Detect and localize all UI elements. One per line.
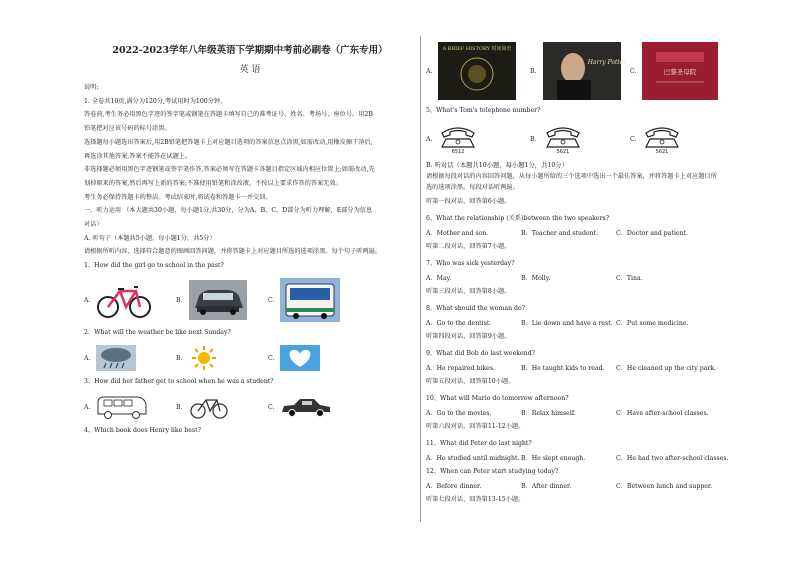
option-b[interactable]: B．Teacher and student. bbox=[521, 229, 599, 237]
heart-cloud-image bbox=[280, 345, 320, 371]
telephone-image bbox=[642, 123, 682, 155]
option-c[interactable]: C. bbox=[268, 396, 360, 418]
bicycle-image bbox=[96, 281, 152, 319]
bicycle-image bbox=[189, 394, 229, 420]
option-a[interactable]: A．Go to the movies. bbox=[426, 409, 492, 417]
option-c[interactable]: C. bbox=[268, 345, 360, 371]
rain-cloud-image bbox=[96, 345, 136, 371]
question-7-options bbox=[426, 274, 761, 283]
option-c[interactable]: C．Put some medicine. bbox=[616, 319, 689, 327]
listening-hint: 听第二段对话，回答第7小题。 bbox=[426, 242, 511, 250]
harry-potter-cover-title: Harry Potter bbox=[587, 59, 626, 66]
listening-hint: 听第六段对话，回答第11-12小题。 bbox=[426, 422, 525, 430]
question-12: 12、When can Peter start studying today? bbox=[426, 467, 559, 475]
listening-hint: 听第三段对话，回答第8小题。 bbox=[426, 287, 511, 295]
subject-label: 英 语 bbox=[239, 65, 261, 75]
option-c[interactable]: C．Tina. bbox=[616, 274, 643, 282]
question-10: 10、What will Mario do tomorrow afternoon? bbox=[426, 394, 569, 402]
option-b[interactable]: B．Relax himself. bbox=[521, 409, 576, 417]
option-a[interactable]: A. A BRIEF HISTORY 时间简史 bbox=[426, 42, 530, 100]
option-a[interactable]: A. bbox=[84, 345, 176, 371]
option-a[interactable]: A．May. bbox=[426, 274, 452, 282]
bus-image bbox=[280, 278, 340, 322]
option-c[interactable]: C．Have after-school classes. bbox=[616, 409, 709, 417]
option-b[interactable]: B. Harry Potter bbox=[530, 42, 630, 100]
instruction-line: 铅笔把对应该号码的标号涂黑。 bbox=[84, 125, 171, 133]
question-3-options bbox=[84, 392, 416, 422]
telephone-image bbox=[543, 123, 583, 155]
option-c[interactable]: C．Doctor and patient. bbox=[616, 229, 689, 237]
question-1-options bbox=[84, 276, 416, 324]
listening-hint: 听第一段对话，回答第6小题。 bbox=[426, 197, 511, 205]
option-a[interactable]: A．Go to the dentist. bbox=[426, 319, 492, 327]
part1-heading-cont: 对话） bbox=[84, 221, 103, 229]
instruction-line: 再选涂其他答案,答案不能答在试题上。 bbox=[84, 152, 192, 160]
question-2-options bbox=[84, 343, 416, 373]
question-6: 6、What the relationship (关系)between the two speakers? bbox=[426, 214, 610, 222]
instruction-line: 划掉原来的答案,然后再写上新的答案;不准使用铅笔和涂改液。不按以上要求作答的答案无效。 bbox=[84, 179, 342, 187]
instruction-line: 答卷前,考生务必用黑色字迹的签字笔或钢笔在答题卡填写自己的准考证号、姓名、考场号、座位号。用2B bbox=[84, 111, 373, 119]
notre-dame-cover-title: 巴黎圣母院 bbox=[664, 68, 697, 76]
option-a[interactable]: A．Before dinner. bbox=[426, 482, 482, 490]
instructions-heading: 说明: bbox=[84, 84, 99, 91]
section-a-heading: A. 听句子（本题共5小题，每小题1分，共5分） bbox=[84, 234, 216, 242]
question-11-options bbox=[426, 454, 761, 463]
option-c[interactable]: C. bbox=[268, 278, 360, 322]
phone-number: 5621 bbox=[656, 149, 669, 155]
option-b[interactable]: B. bbox=[176, 345, 268, 371]
phone-number: 6512 bbox=[452, 149, 465, 155]
question-11: 11、What did Peter do last night? bbox=[426, 439, 532, 447]
question-10-options bbox=[426, 409, 761, 418]
question-6-options bbox=[426, 229, 761, 238]
question-8-options bbox=[426, 319, 761, 328]
instruction-line: 1. 全卷共10页,满分为120分,考试用时为100分钟。 bbox=[84, 97, 227, 105]
section-a-desc: 请根据所听内容，选择符合题意的图画回答问题，并将答题卡上对应题目所选的选项涂黑。每个句子听两遍。 bbox=[84, 248, 381, 256]
left-column bbox=[84, 40, 416, 441]
option-c[interactable]: C．He cleaned up the city park. bbox=[616, 364, 717, 372]
car-image bbox=[189, 280, 247, 320]
option-c[interactable]: C．Between lunch and supper. bbox=[616, 482, 713, 490]
option-a[interactable]: A．Mother and son. bbox=[426, 229, 489, 237]
question-3: 3、How did her father get to school when he was a student? bbox=[84, 378, 274, 386]
option-a[interactable]: A．He repaired bikes. bbox=[426, 364, 495, 372]
option-a[interactable]: A. bbox=[84, 281, 176, 319]
option-b[interactable]: B．He taught kids to read. bbox=[521, 364, 605, 372]
book-cover-title: A BRIEF HISTORY 时间简史 bbox=[442, 46, 512, 52]
part1-heading: 一、听力运用 （本大题共30小题，每小题1分,共30分，分为A、B、C、D部分为听力理解，E部分为信息 bbox=[84, 207, 373, 215]
listening-hint: 听第四段对话，回答第9小题。 bbox=[426, 332, 511, 340]
column-divider bbox=[420, 36, 421, 522]
option-c[interactable]: C. 5621 bbox=[630, 123, 734, 155]
option-c[interactable]: C．He had two after-school classes. bbox=[616, 454, 729, 462]
option-b[interactable]: B. bbox=[176, 394, 268, 420]
sedan-image bbox=[280, 396, 332, 418]
sun-image bbox=[189, 345, 219, 371]
option-a[interactable]: A. bbox=[84, 394, 176, 420]
question-4-options bbox=[426, 40, 761, 102]
exam-title: 2022-2023学年八年级英语下学期期中考前必刷卷（广东专用） bbox=[112, 45, 388, 56]
option-b[interactable]: B. 5621 bbox=[530, 123, 630, 155]
option-a[interactable]: A．He studied until midnight. bbox=[426, 454, 520, 462]
option-b[interactable]: B．Molly. bbox=[521, 274, 551, 282]
question-5: 5、What's Tom's telephone number? bbox=[426, 107, 541, 114]
brief-history-book-image bbox=[438, 42, 516, 100]
option-b[interactable]: B．After dinner. bbox=[521, 482, 572, 490]
telephone-image bbox=[438, 123, 478, 155]
listening-hint: 听第七段对话，回答第13-15小题。 bbox=[426, 495, 525, 503]
section-b-desc-cont: 选的选项涂黑。每段对话听两遍。 bbox=[426, 184, 519, 192]
instruction-line: 非选择题必须用黑色字迹钢笔或签字笔作答,答案必须写在答题卡各题目指定区域内相应位置上;如需改动,先 bbox=[84, 166, 375, 174]
question-4: 4、Which book does Henry like best? bbox=[84, 427, 201, 435]
question-2: 2、What will the weather be like next Sunday? bbox=[84, 329, 231, 337]
question-9-options bbox=[426, 364, 761, 373]
option-c[interactable]: C. 巴黎圣母院 bbox=[630, 42, 734, 100]
option-b[interactable]: B．Lie down and have a rest. bbox=[521, 319, 613, 327]
question-8: 8、What should the woman do? bbox=[426, 304, 526, 312]
section-b-heading: B. 听对话（本题共10小题，每小题1分，共10分） bbox=[426, 162, 569, 169]
question-9: 9、What did Bob do last weekend? bbox=[426, 349, 535, 357]
question-1: 1、How did the girl go to school in the past? bbox=[84, 262, 224, 270]
van-image bbox=[96, 394, 148, 420]
option-b[interactable]: B．He slept enough. bbox=[521, 454, 586, 462]
listening-hint: 听第五段对话，回答第10小题。 bbox=[426, 377, 515, 385]
phone-number: 5621 bbox=[556, 149, 569, 155]
question-5-options bbox=[426, 121, 761, 157]
right-column bbox=[426, 40, 761, 512]
option-a[interactable]: A. 6512 bbox=[426, 123, 530, 155]
notre-dame-book-image bbox=[642, 42, 718, 100]
instruction-line: 选择题每小题选出答案后,用2B铅笔把答题卡上对应题目选项的答案信息点涂黑,如需改动,用橡皮擦干净后, bbox=[84, 138, 373, 146]
question-7: 7、Who was sick yesterday? bbox=[426, 259, 515, 267]
option-b[interactable]: B. bbox=[176, 280, 268, 320]
question-12-options bbox=[426, 482, 761, 491]
harry-potter-book-image bbox=[543, 42, 626, 100]
instruction-line: 考生务必保持答题卡的整洁。考试结束时,将试卷和答题卡一并交回。 bbox=[84, 193, 272, 201]
section-b-desc: 请根据每段对话的内容回答问题，从每小题所给的三个选项中选出一个最佳答案，并将答题卡上对应题目所 bbox=[426, 173, 717, 180]
